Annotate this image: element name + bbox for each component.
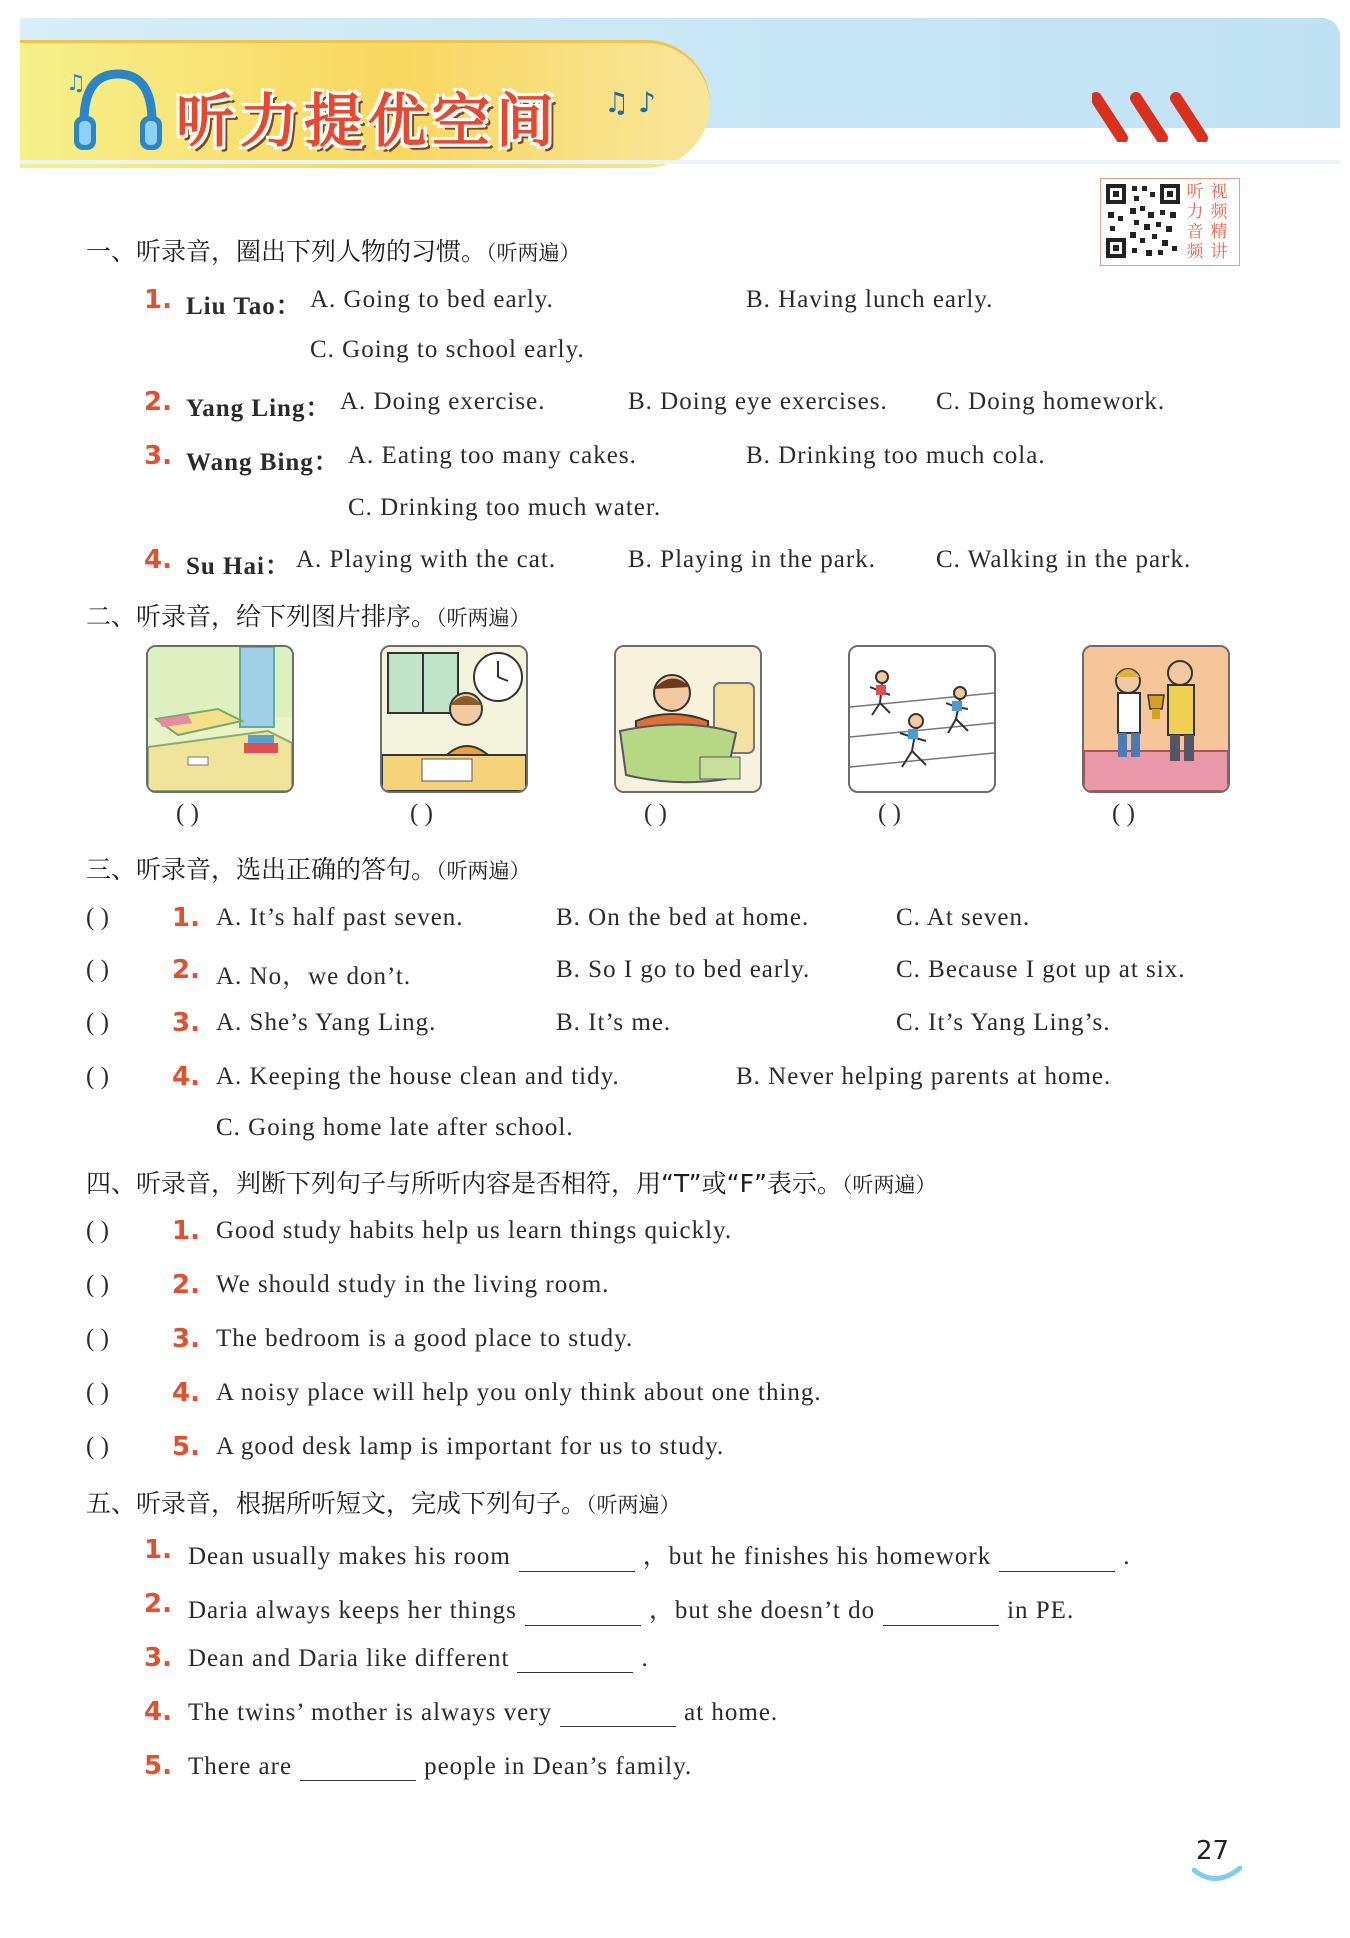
s3-q1-option-b: B. On the bed at home. [556, 904, 810, 931]
s5-q1-number: 1. [144, 1535, 172, 1565]
s5-q4-blank-1[interactable] [560, 1698, 676, 1727]
s4-item-2-text: We should study in the living room. [216, 1271, 610, 1298]
s4-item-4-answer-bracket[interactable]: ( ) [86, 1379, 109, 1406]
section-5-title: 五、听录音，根据所听短文，完成下列句子。（听两遍） [86, 1489, 681, 1518]
picture-boy-making-bed [614, 645, 762, 793]
s4-item-2-answer-bracket[interactable]: ( ) [86, 1271, 109, 1298]
s1-q3-option-a[interactable]: A. Eating too many cakes. [348, 442, 637, 469]
s1-q4-name: Su Hai： [186, 553, 291, 580]
s5-q2-blank-2[interactable] [883, 1597, 999, 1626]
s3-q4-option-b: B. Never helping parents at home. [736, 1063, 1112, 1090]
s1-q3-name: Wang Bing： [186, 449, 340, 476]
s4-item-3-answer-bracket[interactable]: ( ) [86, 1325, 109, 1352]
picture-children-running [848, 645, 996, 793]
s4-item-5-number: 5. [172, 1432, 200, 1462]
s3-q2-answer-bracket[interactable]: ( ) [86, 956, 109, 983]
s3-q3-option-c: C. It’s Yang Ling’s. [896, 1009, 1111, 1036]
s3-q2-option-c: C. Because I got up at six. [896, 956, 1186, 983]
picture-4-answer-bracket[interactable]: ( ) [878, 800, 901, 827]
qr-label-4: 频 [1186, 242, 1204, 262]
s1-q3-number: 3. [144, 441, 172, 471]
s4-item-2-number: 2. [172, 1270, 200, 1300]
s5-q4-sentence: The twins’ mother is always very at home. [188, 1699, 779, 1726]
s3-q4-option-c: C. Going home late after school. [216, 1114, 574, 1141]
s4-item-1-answer-bracket[interactable]: ( ) [86, 1217, 109, 1244]
page-number: 27 [1196, 1836, 1230, 1866]
s3-q1-option-c: C. At seven. [896, 904, 1031, 931]
qr-label-8: 讲 [1210, 242, 1228, 262]
s1-q2-name: Yang Ling： [186, 395, 332, 422]
s4-item-1-text: Good study habits help us learn things quickly. [216, 1217, 733, 1244]
header-divider [20, 160, 1340, 164]
s1-q2-option-c[interactable]: C. Doing homework. [936, 388, 1166, 415]
s5-q5-sentence: There are people in Dean’s family. [188, 1753, 693, 1780]
s3-q4-number: 4. [172, 1062, 200, 1092]
qr-label-5: 视 [1210, 182, 1228, 202]
music-notes-icon: ♫ ♪ [604, 86, 656, 119]
s1-q4-number: 4. [144, 545, 172, 575]
s3-q2-option-b: B. So I go to bed early. [556, 956, 811, 983]
s1-q3-option-c[interactable]: C. Drinking too much water. [348, 494, 662, 521]
s3-q4-option-a: A. Keeping the house clean and tidy. [216, 1063, 620, 1090]
qr-label-1: 听 [1186, 182, 1204, 202]
s5-q3-blank-1[interactable] [517, 1644, 633, 1673]
s1-q3-option-b[interactable]: B. Drinking too much cola. [746, 442, 1046, 469]
s3-q4-answer-bracket[interactable]: ( ) [86, 1063, 109, 1090]
s3-q3-option-b: B. It’s me. [556, 1009, 672, 1036]
s5-q1-blank-1[interactable] [519, 1543, 635, 1572]
s5-q1-sentence: Dean usually makes his room ，but he finishes his homework . [188, 1543, 1131, 1570]
picture-5-answer-bracket[interactable]: ( ) [1112, 800, 1135, 827]
s3-q3-answer-bracket[interactable]: ( ) [86, 1009, 109, 1036]
s1-q2-option-b[interactable]: B. Doing eye exercises. [628, 388, 888, 415]
s3-q3-option-a: A. She’s Yang Ling. [216, 1009, 437, 1036]
section-4-title: 四、听录音，判断下列句子与所听内容是否相符，用“T”或“F”表示。（听两遍） [86, 1169, 937, 1198]
s3-q2-option-a: A. No，we don’t. [216, 963, 412, 990]
s1-q1-option-c[interactable]: C. Going to school early. [310, 336, 585, 363]
qr-label-6: 频 [1210, 202, 1228, 222]
qr-label-2: 力 [1186, 202, 1204, 222]
s4-item-4-text: A noisy place will help you only think about one thing. [216, 1379, 822, 1406]
s1-q4-option-a[interactable]: A. Playing with the cat. [296, 546, 557, 573]
picture-3-answer-bracket[interactable]: ( ) [644, 800, 667, 827]
s4-item-5-text: A good desk lamp is important for us to study. [216, 1433, 725, 1460]
picture-boy-doing-homework [380, 645, 528, 793]
s3-q2-number: 2. [172, 955, 200, 985]
s4-item-3-number: 3. [172, 1324, 200, 1354]
qr-label-3: 音 [1186, 222, 1204, 242]
s4-item-3-text: The bedroom is a good place to study. [216, 1325, 634, 1352]
page-number-swoosh-icon [1192, 1866, 1242, 1886]
qr-code[interactable] [1104, 182, 1182, 260]
s5-q2-sentence: Daria always keeps her things ，but she doesn’t do in PE. [188, 1597, 1075, 1624]
s1-q1-option-a[interactable]: A. Going to bed early. [310, 286, 554, 313]
s1-q4-option-c[interactable]: C. Walking in the park. [936, 546, 1192, 573]
s3-q1-answer-bracket[interactable]: ( ) [86, 904, 109, 931]
s5-q4-number: 4. [144, 1697, 172, 1727]
picture-tidy-bedroom [146, 645, 294, 793]
headphones-icon [66, 60, 166, 160]
section-1-title: 一、听录音，圈出下列人物的习惯。（听两遍） [86, 237, 581, 266]
s5-q3-sentence: Dean and Daria like different . [188, 1645, 649, 1672]
s1-q4-option-b[interactable]: B. Playing in the park. [628, 546, 876, 573]
s4-item-5-answer-bracket[interactable]: ( ) [86, 1433, 109, 1460]
decorative-slashes-icon [1092, 92, 1222, 142]
s5-q2-number: 2. [144, 1589, 172, 1619]
s3-q1-option-a: A. It’s half past seven. [216, 904, 464, 931]
picture-award-ceremony [1082, 645, 1230, 793]
s1-q2-number: 2. [144, 387, 172, 417]
s4-item-4-number: 4. [172, 1378, 200, 1408]
s5-q5-number: 5. [144, 1751, 172, 1781]
s3-q3-number: 3. [172, 1008, 200, 1038]
s5-q1-blank-2[interactable] [999, 1543, 1115, 1572]
section-2-title: 二、听录音，给下列图片排序。（听两遍） [86, 602, 531, 631]
s1-q1-number: 1. [144, 285, 172, 315]
picture-2-answer-bracket[interactable]: ( ) [410, 800, 433, 827]
s1-q1-name: Liu Tao： [186, 293, 302, 320]
page-title: 听力提优空间 [176, 87, 561, 155]
qr-label-7: 精 [1210, 222, 1228, 242]
s5-q5-blank-1[interactable] [300, 1752, 416, 1781]
s5-q3-number: 3. [144, 1643, 172, 1673]
s5-q2-blank-1[interactable] [525, 1597, 641, 1626]
s3-q1-number: 1. [172, 903, 200, 933]
s1-q2-option-a[interactable]: A. Doing exercise. [340, 388, 546, 415]
section-3-title: 三、听录音，选出正确的答句。（听两遍） [86, 855, 531, 884]
svg-text:♫: ♫ [66, 71, 86, 96]
s4-item-1-number: 1. [172, 1216, 200, 1246]
picture-1-answer-bracket[interactable]: ( ) [176, 800, 199, 827]
s1-q1-option-b[interactable]: B. Having lunch early. [746, 286, 994, 313]
